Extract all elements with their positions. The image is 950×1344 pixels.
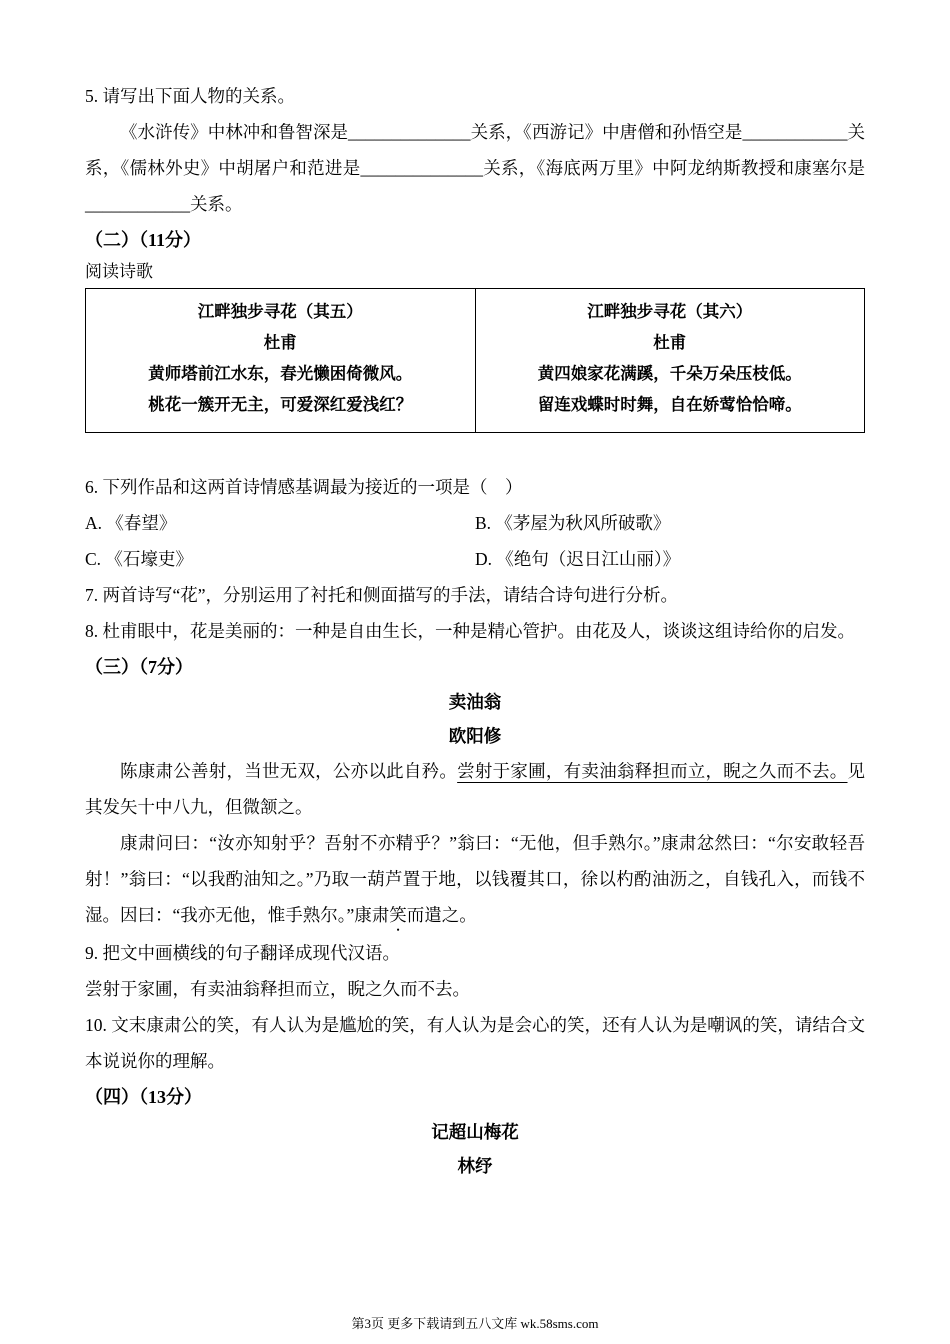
passage2-title: 记超山梅花 xyxy=(431,1122,519,1142)
q10-prompt: 10. 文末康肃公的笑，有人认为是尴尬的笑，有人认为是会心的笑，还有人认为是嘲讽的笑，请结合文本说说你的理解。 xyxy=(85,1015,865,1071)
q6-prompt: 6. 下列作品和这两首诗情感基调最为接近的一项是（ ） xyxy=(85,477,523,497)
q6-options xyxy=(85,505,865,577)
reading-intro: 阅读诗歌 xyxy=(85,262,153,281)
emphasized-char: 笑 xyxy=(389,905,407,925)
p2-post-text: 而遣之。 xyxy=(406,905,477,925)
q9-sentence: 尝射于家圃，有卖油翁释担而立，睨之久而不去。 xyxy=(85,979,470,999)
poem-verse: 桃花一簇开无主，可爱深红爱浅红？ xyxy=(148,395,413,414)
poem-title: 江畔独步寻花（其六） xyxy=(587,302,753,321)
passage-author: 欧阳修 xyxy=(448,726,502,746)
passage-title: 卖油翁 xyxy=(448,692,502,712)
section-3-heading: （三）（7分） xyxy=(85,657,193,677)
poem-author: 杜甫 xyxy=(263,333,297,352)
poem-author: 杜甫 xyxy=(653,333,687,352)
p1-post-text: 见其发矢十中八九，但微颔之。 xyxy=(85,761,866,817)
poem-verse: 留连戏蝶时时舞，自在娇莺恰恰啼。 xyxy=(537,395,802,414)
passage-paragraph-1 xyxy=(85,753,865,825)
option-b: B. 《茅屋为秋风所破歌》 xyxy=(475,513,671,533)
option-a: A. 《春望》 xyxy=(85,513,177,533)
underlined-sentence: 尝射于家圃，有卖油翁释担而立，睨之久而不去。 xyxy=(457,761,848,781)
q7-prompt: 7. 两首诗写“花”，分别运用了衬托和侧面描写的手法，请结合诗句进行分析。 xyxy=(85,585,679,605)
question-5 xyxy=(85,78,865,222)
poem-table xyxy=(85,288,865,433)
section-2-heading: （二）（11分） xyxy=(85,230,202,250)
q5-prompt: 5. 请写出下面人物的关系。 xyxy=(85,86,295,106)
passage2-author: 林纾 xyxy=(457,1156,493,1176)
poem-verse: 黄四娘家花满蹊，千朵万朵压枝低。 xyxy=(537,364,802,383)
p1-pre-text: 陈康肃公善射，当世无双，公亦以此自矜。 xyxy=(120,761,458,781)
poem-cell-right xyxy=(475,289,865,433)
poem-cell-left xyxy=(86,289,476,433)
section-4-heading: （四）（13分） xyxy=(85,1087,202,1107)
q9-prompt: 9. 把文中画横线的句子翻译成现代汉语。 xyxy=(85,943,400,963)
p2-pre-text: 康肃问曰：“汝亦知射乎？吾射不亦精乎？”翁曰：“无他，但手熟尔。”康肃忿然曰：“尔安敢轻吾射！”翁曰：“以我酌油知之。”乃取一葫芦置于地，以钱覆其口，徐以杓酌油沥之，自钱孔入，而钱不湿。因曰：“我亦无他，惟手熟尔。”康肃 xyxy=(85,833,865,925)
q8-prompt: 8. 杜甫眼中，花是美丽的：一种是自由生长，一种是精心管护。由花及人，谈谈这组诗给你的启发。 xyxy=(85,621,855,641)
page-footer: 第3页 更多下载请到五八文库 wk.58sms.com xyxy=(351,1316,599,1331)
poem-title: 江畔独步寻花（其五） xyxy=(197,302,363,321)
poem-row xyxy=(86,289,865,433)
question-6 xyxy=(85,469,865,577)
q5-body: 《水浒传》中林冲和鲁智深是______________关系，《西游记》中唐僧和孙悟空是____________关系，《儒林外史》中胡屠户和范进是______________关系，《海底两万里》中阿龙纳斯教授和康塞尔是____________关系。 xyxy=(85,122,865,214)
option-c: C. 《石壕吏》 xyxy=(85,549,193,569)
poem-verse: 黄师塔前江水东，春光懒困倚微风。 xyxy=(148,364,413,383)
option-d: D. 《绝句（迟日江山丽）》 xyxy=(475,549,681,569)
passage-paragraph-2 xyxy=(85,825,865,935)
